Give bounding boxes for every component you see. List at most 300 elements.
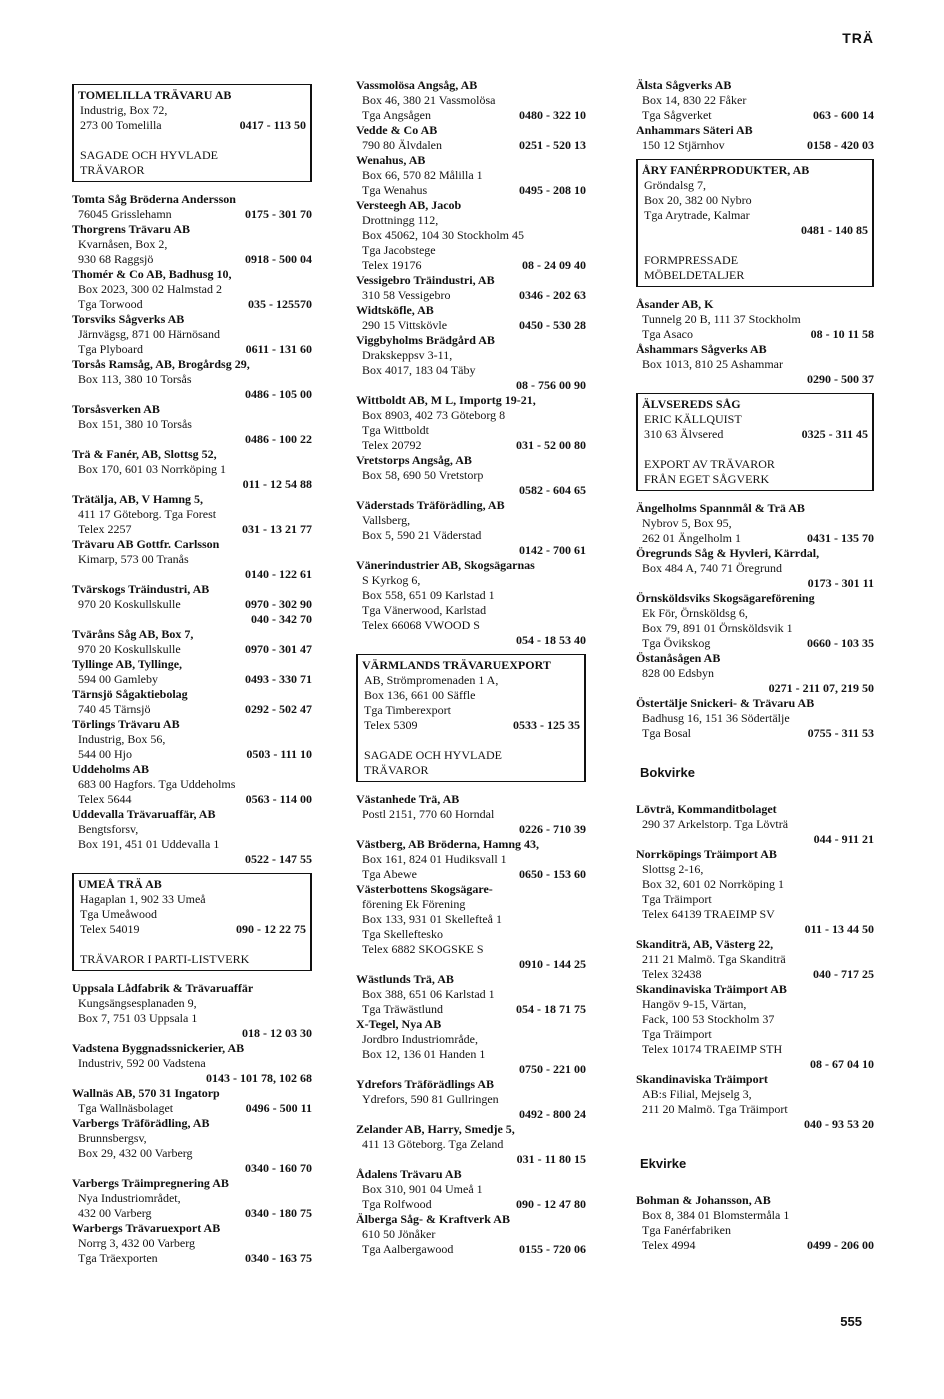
listing-entry bbox=[72, 582, 312, 627]
address-text: Tga Torwood bbox=[78, 297, 143, 311]
listing-line bbox=[636, 1117, 874, 1132]
address-text: S Kyrkog 6, bbox=[362, 573, 421, 587]
company-name: Uddeholms AB bbox=[72, 762, 150, 776]
company-name: Tvärskogs Träindustri, AB bbox=[72, 582, 210, 596]
listing-line bbox=[72, 567, 312, 582]
address-text: Ydrefors, 590 81 Gullringen bbox=[362, 1092, 499, 1106]
listing-line bbox=[356, 318, 586, 333]
listing-line bbox=[636, 561, 874, 576]
phone-number: 0660 - 103 35 bbox=[807, 636, 874, 650]
company-name: Versteegh AB, Jacob bbox=[356, 198, 462, 212]
company-name: Trävaru AB Gottfr. Carlsson bbox=[72, 537, 220, 551]
listing-line bbox=[356, 822, 586, 837]
listing-line bbox=[72, 432, 312, 447]
listing-line bbox=[78, 133, 306, 148]
address-text: Box 1013, 810 25 Ashammar bbox=[642, 357, 783, 371]
listing-line bbox=[636, 576, 874, 591]
listing-line bbox=[356, 573, 586, 588]
listing-entry bbox=[636, 802, 874, 847]
address-text: Box 32, 601 02 Norrköping 1 bbox=[642, 877, 784, 891]
listing-line bbox=[72, 1206, 312, 1221]
listing-line bbox=[642, 268, 868, 283]
address-text: Box 58, 690 50 Vretstorp bbox=[362, 468, 484, 482]
company-name: Västberg, AB Bröderna, Hamng 43, bbox=[356, 837, 539, 851]
listing-line bbox=[356, 942, 586, 957]
company-name: UMEÅ TRÄ AB bbox=[78, 877, 162, 891]
listing-line bbox=[636, 93, 874, 108]
listing-entry bbox=[72, 807, 312, 867]
listing-entry bbox=[72, 1086, 312, 1116]
listing-line bbox=[636, 681, 874, 696]
section-heading: Bokvirke bbox=[640, 765, 695, 780]
listing-line bbox=[636, 1087, 874, 1102]
phone-number: 0226 - 710 39 bbox=[519, 822, 586, 836]
address-text: Tga Arytrade, Kalmar bbox=[644, 208, 750, 222]
phone-number: 054 - 18 71 75 bbox=[516, 1002, 586, 1016]
address-text: Tga Jacobstege bbox=[362, 243, 436, 257]
listing-line bbox=[356, 183, 586, 198]
address-text: Tga Asaco bbox=[642, 327, 693, 341]
address-text: FRÅN EGET SÅGVERK bbox=[644, 472, 770, 486]
listing-line bbox=[72, 552, 312, 567]
listing-entry bbox=[72, 267, 312, 312]
listing-line bbox=[636, 357, 874, 372]
listing-entry bbox=[72, 192, 312, 222]
listing-line bbox=[78, 907, 306, 922]
listing-line bbox=[362, 763, 580, 778]
listing-line bbox=[72, 996, 312, 1011]
address-text: 310 63 Älvsered bbox=[644, 427, 724, 441]
address-text: Telex 64139 TRAEIMP SV bbox=[642, 907, 775, 921]
address-text: 610 50 Jönåker bbox=[362, 1227, 436, 1241]
listing-line bbox=[642, 208, 868, 223]
phone-number: 011 - 12 54 88 bbox=[242, 477, 312, 491]
address-text: Tga Skelleftesko bbox=[362, 927, 443, 941]
listing-line bbox=[362, 733, 580, 748]
address-text: 970 20 Koskullskulle bbox=[78, 597, 181, 611]
listing-line bbox=[72, 822, 312, 837]
phone-number: 0492 - 800 24 bbox=[519, 1107, 586, 1121]
listing-line bbox=[356, 807, 586, 822]
address-text: Telex 19176 bbox=[362, 258, 422, 272]
listing-entry bbox=[356, 1122, 586, 1167]
listing-line bbox=[78, 892, 306, 907]
listing-line bbox=[636, 1027, 874, 1042]
company-name: Vassmolösa Angsåg, AB bbox=[356, 78, 478, 92]
phone-number: 090 - 12 22 75 bbox=[236, 922, 306, 936]
listing-line bbox=[636, 817, 874, 832]
listing-entry bbox=[356, 453, 586, 498]
address-text: Järnvägsg, 871 00 Härnösand bbox=[78, 327, 220, 341]
company-name: VÄRMLANDS TRÄVARUEXPORT bbox=[362, 658, 551, 672]
address-text: 930 68 Raggsjö bbox=[78, 252, 154, 266]
listing-line bbox=[362, 718, 580, 733]
listing-line bbox=[356, 1242, 586, 1257]
listing-line bbox=[72, 597, 312, 612]
company-name: Ydrefors Träförädlings AB bbox=[356, 1077, 495, 1091]
listing-entry bbox=[356, 882, 586, 972]
listing-line bbox=[356, 1062, 586, 1077]
listing-line bbox=[636, 531, 874, 546]
company-name: Väderstads Träförädling, AB bbox=[356, 498, 505, 512]
address-text: Box 7, 751 03 Uppsala 1 bbox=[78, 1011, 198, 1025]
company-name: Skandinaviska Träimport bbox=[636, 1072, 768, 1086]
address-text: Box 484 A, 740 71 Öregrund bbox=[642, 561, 782, 575]
listing-line bbox=[72, 477, 312, 492]
listing-line bbox=[362, 748, 580, 763]
address-text: Tga Rolfwood bbox=[362, 1197, 432, 1211]
address-text: Tga Träimport bbox=[642, 1027, 712, 1041]
address-text: 432 00 Varberg bbox=[78, 1206, 152, 1220]
listing-line bbox=[356, 93, 586, 108]
company-name: Thomér & Co AB, Badhusg 10, bbox=[72, 267, 232, 281]
listing-line bbox=[72, 297, 312, 312]
listing-line bbox=[72, 507, 312, 522]
listing-line bbox=[356, 603, 586, 618]
company-name: Ängelholms Spannmål & Trä AB bbox=[636, 501, 805, 515]
company-name: Norrköpings Träimport AB bbox=[636, 847, 777, 861]
address-text: Box 8903, 402 73 Göteborg 8 bbox=[362, 408, 506, 422]
address-text: Drakskeppsv 3-11, bbox=[362, 348, 453, 362]
listing-line bbox=[72, 792, 312, 807]
address-text: 828 00 Edsbyn bbox=[642, 666, 714, 680]
listing-line bbox=[356, 213, 586, 228]
listing-line bbox=[78, 148, 306, 163]
company-name: Tyllinge AB, Tyllinge, bbox=[72, 657, 183, 671]
listing-line bbox=[356, 543, 586, 558]
listing-line bbox=[72, 387, 312, 402]
listing-line bbox=[356, 867, 586, 882]
listing-line bbox=[356, 288, 586, 303]
listing-entry bbox=[72, 981, 312, 1041]
address-text: 411 13 Göteborg. Tga Zeland bbox=[362, 1137, 504, 1151]
listing-line bbox=[636, 1238, 874, 1253]
listing-line bbox=[356, 108, 586, 123]
listing-line bbox=[356, 228, 586, 243]
company-name: TOMELILLA TRÄVARU AB bbox=[78, 88, 232, 102]
address-text: 310 58 Vessigebro bbox=[362, 288, 451, 302]
listing-line bbox=[356, 957, 586, 972]
listing-line bbox=[636, 621, 874, 636]
address-text: Box 2023, 300 02 Halmstad 2 bbox=[78, 282, 222, 296]
phone-number: 0486 - 100 22 bbox=[245, 432, 312, 446]
address-text: Tga Bosal bbox=[642, 726, 691, 740]
company-name: Warbergs Trävaruexport AB bbox=[72, 1221, 221, 1235]
listing-entry bbox=[636, 297, 874, 342]
phone-number: 0175 - 301 70 bbox=[245, 207, 312, 221]
listing-line bbox=[356, 138, 586, 153]
phone-number: 0533 - 125 35 bbox=[513, 718, 580, 732]
column-1 bbox=[72, 78, 312, 1266]
listing-line bbox=[642, 472, 868, 487]
address-text: Box 161, 824 01 Hudiksvall 1 bbox=[362, 852, 507, 866]
listing-line bbox=[636, 516, 874, 531]
listing-entry bbox=[356, 1077, 586, 1122]
phone-number: 0173 - 301 11 bbox=[807, 576, 874, 590]
address-text: Telex 5309 bbox=[364, 718, 418, 732]
address-text: Box 388, 651 06 Karlstad 1 bbox=[362, 987, 495, 1001]
listing-entry bbox=[356, 153, 586, 198]
listing-entry bbox=[72, 627, 312, 657]
boxed-listing bbox=[636, 393, 874, 491]
address-text: Tga Träimport bbox=[642, 892, 712, 906]
company-name: Trä & Fanér, AB, Slottsg 52, bbox=[72, 447, 217, 461]
phone-number: 0143 - 101 78, 102 68 bbox=[206, 1071, 312, 1085]
company-name: Törlings Trävaru AB bbox=[72, 717, 180, 731]
phone-number: 018 - 12 03 30 bbox=[242, 1026, 312, 1040]
company-name: Vänerindustrier AB, Skogsägarnas bbox=[356, 558, 535, 572]
address-text: Box 20, 382 00 Nybro bbox=[644, 193, 752, 207]
address-text: Tga Sågverket bbox=[642, 108, 712, 122]
address-text: Tga Träexporten bbox=[78, 1251, 158, 1265]
address-text: ERIC KÄLLQUIST bbox=[644, 412, 742, 426]
phone-number: 0417 - 113 50 bbox=[239, 118, 306, 132]
phone-number: 0522 - 147 55 bbox=[245, 852, 312, 866]
address-text: Box 29, 432 00 Varberg bbox=[78, 1146, 193, 1160]
listing-line bbox=[72, 672, 312, 687]
address-text: Vallsberg, bbox=[362, 513, 411, 527]
address-text: Tga Övikskog bbox=[642, 636, 711, 650]
listing-line bbox=[356, 438, 586, 453]
company-name: ÅRY FANÉRPRODUKTER, AB bbox=[642, 163, 810, 177]
listing-entry bbox=[356, 837, 586, 882]
phone-number: 044 - 911 21 bbox=[813, 832, 874, 846]
listing-line bbox=[636, 606, 874, 621]
phone-number: 0750 - 221 00 bbox=[519, 1062, 586, 1076]
company-name: Zelander AB, Harry, Smedje 5, bbox=[356, 1122, 515, 1136]
listing-line bbox=[356, 423, 586, 438]
address-text: 683 00 Hagfors. Tga Uddeholms bbox=[78, 777, 236, 791]
listing-line bbox=[636, 952, 874, 967]
listing-line bbox=[356, 633, 586, 648]
phone-number: 0755 - 311 53 bbox=[807, 726, 874, 740]
listing-line bbox=[642, 457, 868, 472]
listing-line bbox=[356, 483, 586, 498]
address-text: 290 15 Vittskövle bbox=[362, 318, 448, 332]
company-name: Uddevalla Trävaruaffär, AB bbox=[72, 807, 216, 821]
listing-line bbox=[72, 237, 312, 252]
listing-line bbox=[636, 1012, 874, 1027]
address-text: 290 37 Arkelstorp. Tga Lövträ bbox=[642, 817, 789, 831]
listing-line bbox=[636, 907, 874, 922]
listing-line bbox=[642, 442, 868, 457]
address-text: Telex 20792 bbox=[362, 438, 422, 452]
listing-entry bbox=[356, 558, 586, 648]
listing-line bbox=[78, 103, 306, 118]
phone-number: 0563 - 114 00 bbox=[245, 792, 312, 806]
address-text: Telex 5644 bbox=[78, 792, 132, 806]
listing-line bbox=[362, 703, 580, 718]
page-header: TRÄ bbox=[842, 30, 874, 46]
listing-line bbox=[356, 912, 586, 927]
address-text: Telex 10174 TRAEIMP STH bbox=[642, 1042, 783, 1056]
phone-number: 040 - 93 53 20 bbox=[804, 1117, 874, 1131]
listing-line bbox=[72, 1161, 312, 1176]
phone-number: 063 - 600 14 bbox=[813, 108, 874, 122]
company-name: Älsta Sågverks AB bbox=[636, 78, 732, 92]
address-text: Tga Timberexport bbox=[364, 703, 451, 717]
company-name: Widtsköfle, AB bbox=[356, 303, 434, 317]
listing-line bbox=[356, 987, 586, 1002]
listing-line bbox=[72, 1146, 312, 1161]
address-text: Postl 2151, 770 60 Horndal bbox=[362, 807, 495, 821]
address-text: 970 20 Koskullskulle bbox=[78, 642, 181, 656]
listing-line bbox=[78, 118, 306, 133]
page-number: 555 bbox=[840, 1314, 862, 1329]
listing-line bbox=[356, 243, 586, 258]
listing-entry bbox=[636, 651, 874, 696]
phone-number: 0582 - 604 65 bbox=[519, 483, 586, 497]
phone-number: 040 - 342 70 bbox=[251, 612, 312, 626]
listing-line bbox=[636, 1208, 874, 1223]
address-text: TRÄVAROR bbox=[364, 763, 429, 777]
company-name: Viggbyholms Brädgård AB bbox=[356, 333, 495, 347]
company-name: Vadstena Byggnadssnickerier, AB bbox=[72, 1041, 245, 1055]
phone-number: 054 - 18 53 40 bbox=[516, 633, 586, 647]
listing-line bbox=[78, 922, 306, 937]
listing-line bbox=[72, 1056, 312, 1071]
listing-line bbox=[636, 862, 874, 877]
listing-line bbox=[636, 726, 874, 741]
listing-line bbox=[636, 1102, 874, 1117]
listing-line bbox=[636, 892, 874, 907]
listing-entry bbox=[356, 303, 586, 333]
address-text: 740 45 Tärnsjö bbox=[78, 702, 151, 716]
address-text: 262 01 Ängelholm 1 bbox=[642, 531, 741, 545]
company-name: Varbergs Träimpregnering AB bbox=[72, 1176, 229, 1190]
listing-line bbox=[72, 462, 312, 477]
phone-number: 0290 - 500 37 bbox=[807, 372, 874, 386]
listing-entry bbox=[636, 696, 874, 741]
company-name: Örnsköldsviks Skogsägareförening bbox=[636, 591, 815, 605]
listing-entry bbox=[356, 1212, 586, 1257]
phone-number: 0503 - 111 10 bbox=[246, 747, 312, 761]
company-name: Östanåsågen AB bbox=[636, 651, 721, 665]
listing-line bbox=[356, 1107, 586, 1122]
company-name: Åshammars Sågverks AB bbox=[636, 342, 767, 356]
address-text: Tga Wittboldt bbox=[362, 423, 429, 437]
address-text: SAGADE OCH HYVLADE bbox=[364, 748, 502, 762]
listing-entry bbox=[72, 1041, 312, 1086]
phone-number: 08 - 24 09 40 bbox=[522, 258, 586, 272]
listing-line bbox=[72, 837, 312, 852]
phone-number: 0340 - 160 70 bbox=[245, 1161, 312, 1175]
address-text: Box 151, 380 10 Torsås bbox=[78, 417, 192, 431]
address-text: förening Ek Förening bbox=[362, 897, 466, 911]
address-text: Box 5, 590 21 Väderstad bbox=[362, 528, 482, 542]
address-text: Hangöv 9-15, Värtan, bbox=[642, 997, 747, 1011]
address-text: Box 191, 451 01 Uddevalla 1 bbox=[78, 837, 220, 851]
address-text: Badhusg 16, 151 36 Södertälje bbox=[642, 711, 790, 725]
listing-line bbox=[356, 852, 586, 867]
phone-number: 0496 - 500 11 bbox=[245, 1101, 312, 1115]
address-text: Kungsängsesplanaden 9, bbox=[78, 996, 197, 1010]
address-text: Tga Vänerwood, Karlstad bbox=[362, 603, 487, 617]
address-text: Box 170, 601 03 Norrköping 1 bbox=[78, 462, 226, 476]
listing-line bbox=[642, 412, 868, 427]
listing-line bbox=[636, 1223, 874, 1238]
address-text: Nya Industriområdet, bbox=[78, 1191, 181, 1205]
listing-entry bbox=[72, 762, 312, 807]
address-text: Telex 2257 bbox=[78, 522, 132, 536]
listing-line bbox=[72, 732, 312, 747]
address-text: Box 113, 380 10 Torsås bbox=[78, 372, 192, 386]
address-text: 273 00 Tomelilla bbox=[80, 118, 162, 132]
listing-line bbox=[362, 688, 580, 703]
phone-number: 040 - 717 25 bbox=[813, 967, 874, 981]
phone-number: 0499 - 206 00 bbox=[807, 1238, 874, 1252]
address-text: Box 79, 891 01 Örnsköldsvik 1 bbox=[642, 621, 793, 635]
listing-entry bbox=[356, 273, 586, 303]
listing-entry bbox=[636, 1072, 874, 1132]
address-text: Telex 54019 bbox=[80, 922, 140, 936]
address-text: Box 46, 380 21 Vassmolösa bbox=[362, 93, 496, 107]
listing-line bbox=[636, 1057, 874, 1072]
phone-number: 0140 - 122 61 bbox=[245, 567, 312, 581]
listing-line bbox=[636, 312, 874, 327]
phone-number: 0346 - 202 63 bbox=[519, 288, 586, 302]
listing-line bbox=[72, 777, 312, 792]
listing-entry bbox=[72, 1176, 312, 1221]
address-text: Drottningg 112, bbox=[362, 213, 439, 227]
listing-line bbox=[356, 1152, 586, 1167]
listing-line bbox=[642, 178, 868, 193]
phone-number: 0340 - 163 75 bbox=[245, 1251, 312, 1265]
phone-number: 0271 - 211 07, 219 50 bbox=[768, 681, 874, 695]
phone-number: 08 - 67 04 10 bbox=[810, 1057, 874, 1071]
address-text: SAGADE OCH HYVLADE bbox=[80, 148, 218, 162]
boxed-listing bbox=[356, 654, 586, 782]
listing-entry bbox=[72, 492, 312, 537]
listing-line bbox=[356, 1197, 586, 1212]
address-text: FORMPRESSADE bbox=[644, 253, 739, 267]
company-name: Västerbottens Skogsägare- bbox=[356, 882, 493, 896]
listing-entry bbox=[356, 1017, 586, 1077]
address-text: Box 45062, 104 30 Stockholm 45 bbox=[362, 228, 525, 242]
listing-line bbox=[72, 1011, 312, 1026]
listing-line bbox=[362, 673, 580, 688]
address-text: 150 12 Stjärnhov bbox=[642, 138, 725, 152]
address-text: TRÄVAROR I PARTI-LISTVERK bbox=[80, 952, 250, 966]
listing-line bbox=[356, 897, 586, 912]
listing-line bbox=[642, 253, 868, 268]
listing-line bbox=[72, 1251, 312, 1266]
address-text: Bengtsforsv, bbox=[78, 822, 139, 836]
listing-entry bbox=[356, 123, 586, 153]
address-text: Tga Fanérfabriken bbox=[642, 1223, 731, 1237]
listing-line bbox=[72, 252, 312, 267]
phone-number: 0611 - 131 60 bbox=[245, 342, 312, 356]
phone-number: 0292 - 502 47 bbox=[245, 702, 312, 716]
listing-line bbox=[636, 997, 874, 1012]
boxed-listing bbox=[72, 84, 312, 182]
listing-line bbox=[72, 1131, 312, 1146]
listing-line bbox=[72, 612, 312, 627]
listing-line bbox=[72, 207, 312, 222]
address-text: 411 17 Göteborg. Tga Forest bbox=[78, 507, 217, 521]
company-name: Thorgrens Trävaru AB bbox=[72, 222, 191, 236]
listing-entry bbox=[72, 687, 312, 717]
listing-line bbox=[636, 666, 874, 681]
phone-number: 031 - 52 00 80 bbox=[516, 438, 586, 452]
address-text: Box 4017, 183 04 Täby bbox=[362, 363, 476, 377]
address-text: Industrig, Box 72, bbox=[80, 103, 168, 117]
listing-line bbox=[72, 1071, 312, 1086]
listing-line bbox=[636, 832, 874, 847]
listing-line bbox=[356, 1002, 586, 1017]
listing-line bbox=[72, 1026, 312, 1041]
address-text: 211 20 Malmö. Tga Träimport bbox=[642, 1102, 788, 1116]
